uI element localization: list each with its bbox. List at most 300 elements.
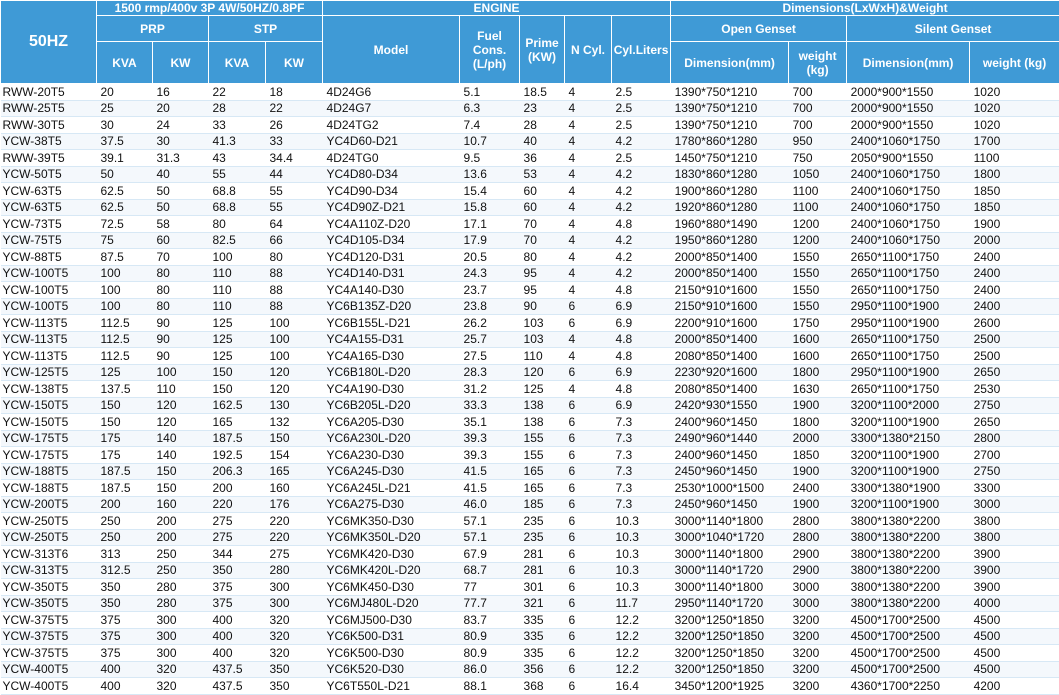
open-dimension-cell: 1390*750*1210 [671,84,789,101]
cyl-liters-cell: 4.2 [612,199,671,216]
silent-weight-cell: 2500 [970,331,1059,348]
silent-dimension-cell: 2400*1060*1750 [847,216,970,233]
silent-genset-header: Silent Genset [847,16,1059,42]
n-cyl-cell: 4 [565,117,612,134]
n-cyl-cell: 6 [565,364,612,381]
prp-kva-cell: 72.5 [97,216,153,233]
stp-kva-cell: 82.5 [209,232,266,249]
open-dimension-cell: 1900*860*1280 [671,183,789,200]
table-row [1,661,1059,678]
silent-dimension-cell: 3800*1380*2200 [847,595,970,612]
open-weight-cell: 1600 [789,331,847,348]
fuel-cons-cell: 41.5 [460,480,520,497]
prime-kw-cell: 368 [520,678,565,695]
cyl-liters-cell: 4.2 [612,232,671,249]
silent-weight-cell: 2800 [970,430,1059,447]
open-dimension-cell: 2530*1000*1500 [671,480,789,497]
genset-model-cell: YCW-100T5 [1,282,97,299]
stp-kw-cell: 220 [266,513,323,530]
cyl-liters-cell: 6.9 [612,397,671,414]
prp-kw-cell: 70 [153,249,209,266]
prime-kw-cell: 95 [520,282,565,299]
cyl-liters-cell: 2.5 [612,150,671,167]
genset-model-cell: YCW-113T5 [1,348,97,365]
silent-weight-cell: 2750 [970,397,1059,414]
silent-weight-cell: 1900 [970,216,1059,233]
stp-kva-cell: 375 [209,595,266,612]
prp-kw-cell: 140 [153,447,209,464]
fuel-cons-cell: 26.2 [460,315,520,332]
prp-kva-cell: 200 [97,496,153,513]
stp-kva-cell: 110 [209,282,266,299]
silent-weight-header: weight (kg) [970,42,1059,84]
engine-model-cell: YC6B155L-D21 [323,315,460,332]
prp-header: PRP [97,16,209,42]
open-weight-cell: 1200 [789,232,847,249]
engine-model-cell: YC6MK350-D30 [323,513,460,530]
stp-kw-cell: 26 [266,117,323,134]
engine-model-cell: 4D24G7 [323,100,460,117]
fuel-cons-cell: 25.7 [460,331,520,348]
table-row [1,265,1059,282]
prime-kw-cell: 301 [520,579,565,596]
n-cyl-cell: 6 [565,678,612,695]
silent-weight-cell: 2400 [970,265,1059,282]
genset-model-cell: RWW-25T5 [1,100,97,117]
stp-kw-cell: 150 [266,430,323,447]
open-dimension-header: Dimension(mm) [671,42,789,84]
prime-kw-cell: 165 [520,480,565,497]
open-dimension-cell: 1830*860*1280 [671,166,789,183]
prp-kva-cell: 312.5 [97,562,153,579]
prp-kw-cell: 300 [153,628,209,645]
prp-kw-header: KW [153,42,209,84]
engine-model-cell: YC6K500-D31 [323,628,460,645]
fuel-cons-cell: 77.7 [460,595,520,612]
prime-kw-cell: 103 [520,315,565,332]
fuel-cons-cell: 15.4 [460,183,520,200]
fuel-cons-cell: 46.0 [460,496,520,513]
table-header [1,1,1059,84]
prime-kw-cell: 335 [520,612,565,629]
stp-kva-cell: 68.8 [209,199,266,216]
fuel-cons-cell: 39.3 [460,447,520,464]
cyl-liters-cell: 4.8 [612,282,671,299]
prime-kw-cell: 235 [520,513,565,530]
genset-model-cell: YCW-188T5 [1,463,97,480]
open-weight-cell: 1850 [789,447,847,464]
prp-kw-cell: 200 [153,529,209,546]
stp-kva-cell: 400 [209,628,266,645]
cyl-liters-cell: 7.3 [612,447,671,464]
open-dimension-cell: 2950*1140*1720 [671,595,789,612]
prp-kw-cell: 100 [153,364,209,381]
open-dimension-cell: 3000*1140*1800 [671,579,789,596]
silent-weight-cell: 1100 [970,150,1059,167]
n-cyl-cell: 4 [565,183,612,200]
open-weight-cell: 3200 [789,661,847,678]
stp-kw-cell: 18 [266,84,323,101]
genset-model-cell: YCW-250T5 [1,529,97,546]
prime-kw-cell: 80 [520,249,565,266]
stp-kw-cell: 220 [266,529,323,546]
fuel-cons-cell: 24.3 [460,265,520,282]
open-weight-cell: 750 [789,150,847,167]
table-row [1,595,1059,612]
open-dimension-cell: 2000*850*1400 [671,249,789,266]
cyl-liters-header: Cyl.Liters [612,16,671,84]
fuel-cons-cell: 15.8 [460,199,520,216]
genset-model-cell: YCW-125T5 [1,364,97,381]
fuel-cons-cell: 77 [460,579,520,596]
cyl-liters-cell: 7.3 [612,496,671,513]
open-weight-cell: 1050 [789,166,847,183]
stp-kva-cell: 41.3 [209,133,266,150]
prp-kva-cell: 112.5 [97,331,153,348]
stp-kw-cell: 320 [266,612,323,629]
stp-kva-cell: 375 [209,579,266,596]
open-weight-cell: 2000 [789,430,847,447]
silent-weight-cell: 2000 [970,232,1059,249]
prime-kw-cell: 103 [520,331,565,348]
genset-model-cell: YCW-375T5 [1,612,97,629]
genset-model-cell: YCW-113T5 [1,315,97,332]
prime-kw-cell: 335 [520,645,565,662]
engine-model-cell: YC6A245-D30 [323,463,460,480]
open-dimension-cell: 1780*860*1280 [671,133,789,150]
open-weight-cell: 2900 [789,546,847,563]
fuel-cons-cell: 13.6 [460,166,520,183]
model-header: Model [323,16,460,84]
table-row [1,364,1059,381]
open-dimension-cell: 3000*1040*1720 [671,529,789,546]
fuel-cons-cell: 23.7 [460,282,520,299]
engine-model-cell: YC4D60-D21 [323,133,460,150]
stp-kw-cell: 55 [266,183,323,200]
open-weight-cell: 1200 [789,216,847,233]
prp-kva-cell: 187.5 [97,463,153,480]
silent-weight-cell: 3300 [970,480,1059,497]
silent-weight-cell: 3900 [970,579,1059,596]
stp-kva-cell: 55 [209,166,266,183]
engine-model-cell: YC6B180L-D20 [323,364,460,381]
open-weight-cell: 1750 [789,315,847,332]
prp-kw-cell: 150 [153,480,209,497]
table-row [1,463,1059,480]
prp-kva-cell: 62.5 [97,199,153,216]
engine-model-cell: 4D24TG2 [323,117,460,134]
table-row [1,447,1059,464]
open-dimension-cell: 2490*960*1440 [671,430,789,447]
genset-model-cell: YCW-375T5 [1,645,97,662]
prp-kva-cell: 250 [97,529,153,546]
genset-model-cell: YCW-313T5 [1,562,97,579]
stp-kva-cell: 43 [209,150,266,167]
cyl-liters-cell: 4.8 [612,381,671,398]
prp-kw-cell: 280 [153,579,209,596]
silent-dimension-cell: 2650*1100*1750 [847,348,970,365]
stp-kva-cell: 400 [209,645,266,662]
genset-model-cell: YCW-73T5 [1,216,97,233]
prp-kva-header: KVA [97,42,153,84]
prime-kw-cell: 321 [520,595,565,612]
open-dimension-cell: 1960*880*1490 [671,216,789,233]
table-row [1,315,1059,332]
silent-dimension-cell: 2000*900*1550 [847,100,970,117]
stp-kw-cell: 88 [266,265,323,282]
silent-weight-cell: 2650 [970,414,1059,431]
stp-kva-cell: 162.5 [209,397,266,414]
prp-kw-cell: 140 [153,430,209,447]
prp-kva-cell: 87.5 [97,249,153,266]
open-dimension-cell: 3450*1200*1925 [671,678,789,695]
stp-kva-cell: 110 [209,265,266,282]
n-cyl-cell: 6 [565,414,612,431]
prime-kw-cell: 155 [520,430,565,447]
stp-kw-cell: 80 [266,249,323,266]
prp-kva-cell: 62.5 [97,183,153,200]
table-row [1,216,1059,233]
prime-kw-cell: 40 [520,133,565,150]
cyl-liters-cell: 6.9 [612,298,671,315]
engine-model-cell: YC4D80-D34 [323,166,460,183]
open-dimension-cell: 2000*850*1400 [671,265,789,282]
cyl-liters-cell: 2.5 [612,84,671,101]
stp-kw-cell: 88 [266,298,323,315]
stp-kva-cell: 125 [209,348,266,365]
prp-kva-cell: 250 [97,513,153,530]
stp-kva-header: KVA [209,42,266,84]
stp-kw-header: KW [266,42,323,84]
stp-kw-cell: 100 [266,348,323,365]
stp-kva-cell: 28 [209,100,266,117]
table-row [1,381,1059,398]
genset-model-cell: YCW-100T5 [1,265,97,282]
n-cyl-cell: 6 [565,546,612,563]
cyl-liters-cell: 2.5 [612,100,671,117]
stp-kw-cell: 22 [266,100,323,117]
genset-model-cell: YCW-188T5 [1,480,97,497]
cyl-liters-cell: 10.3 [612,546,671,563]
fuel-cons-cell: 57.1 [460,513,520,530]
open-weight-cell: 1900 [789,496,847,513]
genset-model-cell: YCW-75T5 [1,232,97,249]
fuel-cons-cell: 9.5 [460,150,520,167]
stp-header: STP [209,16,323,42]
prime-kw-cell: 356 [520,661,565,678]
open-dimension-cell: 3200*1250*1850 [671,645,789,662]
freq-header: 50HZ [1,1,97,84]
silent-weight-cell: 4500 [970,612,1059,629]
silent-dimension-cell: 2400*1060*1750 [847,166,970,183]
table-row [1,678,1059,695]
prime-kw-cell: 60 [520,183,565,200]
prime-kw-cell: 138 [520,397,565,414]
table-row [1,183,1059,200]
stp-kva-cell: 100 [209,249,266,266]
silent-dimension-header: Dimension(mm) [847,42,970,84]
prp-kva-cell: 75 [97,232,153,249]
prp-kva-cell: 30 [97,117,153,134]
n-cyl-cell: 4 [565,249,612,266]
n-cyl-cell: 4 [565,232,612,249]
silent-dimension-cell: 2050*900*1550 [847,150,970,167]
open-dimension-cell: 2420*930*1550 [671,397,789,414]
n-cyl-cell: 6 [565,562,612,579]
prp-kw-cell: 280 [153,595,209,612]
table-row [1,331,1059,348]
genset-model-cell: YCW-63T5 [1,199,97,216]
prp-kw-cell: 30 [153,133,209,150]
fuel-cons-cell: 88.1 [460,678,520,695]
genset-model-cell: YCW-250T5 [1,513,97,530]
n-cyl-cell: 4 [565,150,612,167]
prime-kw-cell: 90 [520,298,565,315]
stp-kva-cell: 68.8 [209,183,266,200]
prp-kw-cell: 58 [153,216,209,233]
engine-model-cell: YC6MJ500-D30 [323,612,460,629]
open-dimension-cell: 3000*1140*1800 [671,546,789,563]
genset-model-cell: YCW-175T5 [1,430,97,447]
stp-kw-cell: 320 [266,645,323,662]
silent-weight-cell: 2750 [970,463,1059,480]
table-row [1,562,1059,579]
genset-model-cell: YCW-63T5 [1,183,97,200]
open-dimension-cell: 3000*1140*1720 [671,562,789,579]
engine-model-cell: YC6MK420-D30 [323,546,460,563]
engine-model-cell: YC6K520-D30 [323,661,460,678]
silent-weight-cell: 1020 [970,100,1059,117]
stp-kw-cell: 88 [266,282,323,299]
open-dimension-cell: 2080*850*1400 [671,381,789,398]
table-row [1,232,1059,249]
open-weight-cell: 1800 [789,364,847,381]
prp-kw-cell: 320 [153,661,209,678]
open-dimension-cell: 1450*750*1210 [671,150,789,167]
prp-kva-cell: 150 [97,414,153,431]
silent-weight-cell: 1850 [970,183,1059,200]
stp-kva-cell: 437.5 [209,678,266,695]
prime-kw-cell: 235 [520,529,565,546]
n-cyl-cell: 6 [565,315,612,332]
engine-model-cell: YC4D140-D31 [323,265,460,282]
open-weight-cell: 1550 [789,298,847,315]
table-row [1,529,1059,546]
cyl-liters-cell: 12.2 [612,628,671,645]
cyl-liters-cell: 16.4 [612,678,671,695]
prime-kw-cell: 53 [520,166,565,183]
open-dimension-cell: 3200*1250*1850 [671,612,789,629]
open-weight-cell: 3200 [789,628,847,645]
prp-kva-cell: 112.5 [97,315,153,332]
prp-kw-cell: 31.3 [153,150,209,167]
rating-note-header: 1500 rmp/400v 3P 4W/50HZ/0.8PF [97,1,323,16]
stp-kva-cell: 150 [209,364,266,381]
n-cyl-cell: 4 [565,216,612,233]
prp-kva-cell: 150 [97,397,153,414]
engine-model-cell: YC6A245L-D21 [323,480,460,497]
stp-kva-cell: 437.5 [209,661,266,678]
stp-kva-cell: 33 [209,117,266,134]
fuel-cons-cell: 83.7 [460,612,520,629]
prime-kw-cell: 120 [520,364,565,381]
stp-kva-cell: 125 [209,331,266,348]
table-row [1,513,1059,530]
engine-model-cell: YC6K500-D30 [323,645,460,662]
engine-model-cell: YC6B135Z-D20 [323,298,460,315]
open-weight-cell: 1900 [789,397,847,414]
open-weight-cell: 3200 [789,645,847,662]
prime-kw-cell: 335 [520,628,565,645]
open-weight-cell: 3000 [789,595,847,612]
open-dimension-cell: 1390*750*1210 [671,100,789,117]
genset-model-cell: YCW-400T5 [1,678,97,695]
prime-kw-cell: 36 [520,150,565,167]
silent-weight-cell: 3000 [970,496,1059,513]
genset-model-cell: RWW-30T5 [1,117,97,134]
genset-model-cell: YCW-100T5 [1,298,97,315]
n-cyl-cell: 6 [565,496,612,513]
cyl-liters-cell: 4.2 [612,265,671,282]
open-dimension-cell: 2450*960*1450 [671,463,789,480]
stp-kva-cell: 187.5 [209,430,266,447]
silent-weight-cell: 4500 [970,645,1059,662]
cyl-liters-cell: 7.3 [612,414,671,431]
silent-dimension-cell: 2400*1060*1750 [847,232,970,249]
open-weight-cell: 700 [789,117,847,134]
stp-kw-cell: 33 [266,133,323,150]
stp-kw-cell: 300 [266,595,323,612]
open-weight-cell: 1550 [789,282,847,299]
table-row [1,133,1059,150]
stp-kva-cell: 192.5 [209,447,266,464]
prp-kw-cell: 80 [153,265,209,282]
prp-kva-cell: 375 [97,612,153,629]
open-weight-cell: 1100 [789,199,847,216]
open-weight-cell: 2800 [789,529,847,546]
fuel-cons-cell: 35.1 [460,414,520,431]
engine-model-cell: YC6MJ480L-D20 [323,595,460,612]
prp-kva-cell: 187.5 [97,480,153,497]
prp-kva-cell: 100 [97,282,153,299]
table-row [1,628,1059,645]
table-row [1,496,1059,513]
genset-model-cell: YCW-138T5 [1,381,97,398]
open-dimension-cell: 2400*960*1450 [671,447,789,464]
silent-weight-cell: 2700 [970,447,1059,464]
silent-weight-cell: 1700 [970,133,1059,150]
prp-kva-cell: 400 [97,661,153,678]
fuel-cons-cell: 7.4 [460,117,520,134]
prp-kva-cell: 100 [97,298,153,315]
n-cyl-cell: 4 [565,282,612,299]
cyl-liters-cell: 6.9 [612,315,671,332]
silent-dimension-cell: 4500*1700*2500 [847,612,970,629]
genset-model-cell: RWW-20T5 [1,84,97,101]
open-weight-header: weight (kg) [789,42,847,84]
silent-weight-cell: 4000 [970,595,1059,612]
stp-kva-cell: 125 [209,315,266,332]
prp-kva-cell: 137.5 [97,381,153,398]
table-row [1,282,1059,299]
open-weight-cell: 950 [789,133,847,150]
table-row [1,480,1059,497]
n-cyl-cell: 6 [565,628,612,645]
stp-kw-cell: 34.4 [266,150,323,167]
open-weight-cell: 2900 [789,562,847,579]
table-row [1,100,1059,117]
prp-kva-cell: 112.5 [97,348,153,365]
